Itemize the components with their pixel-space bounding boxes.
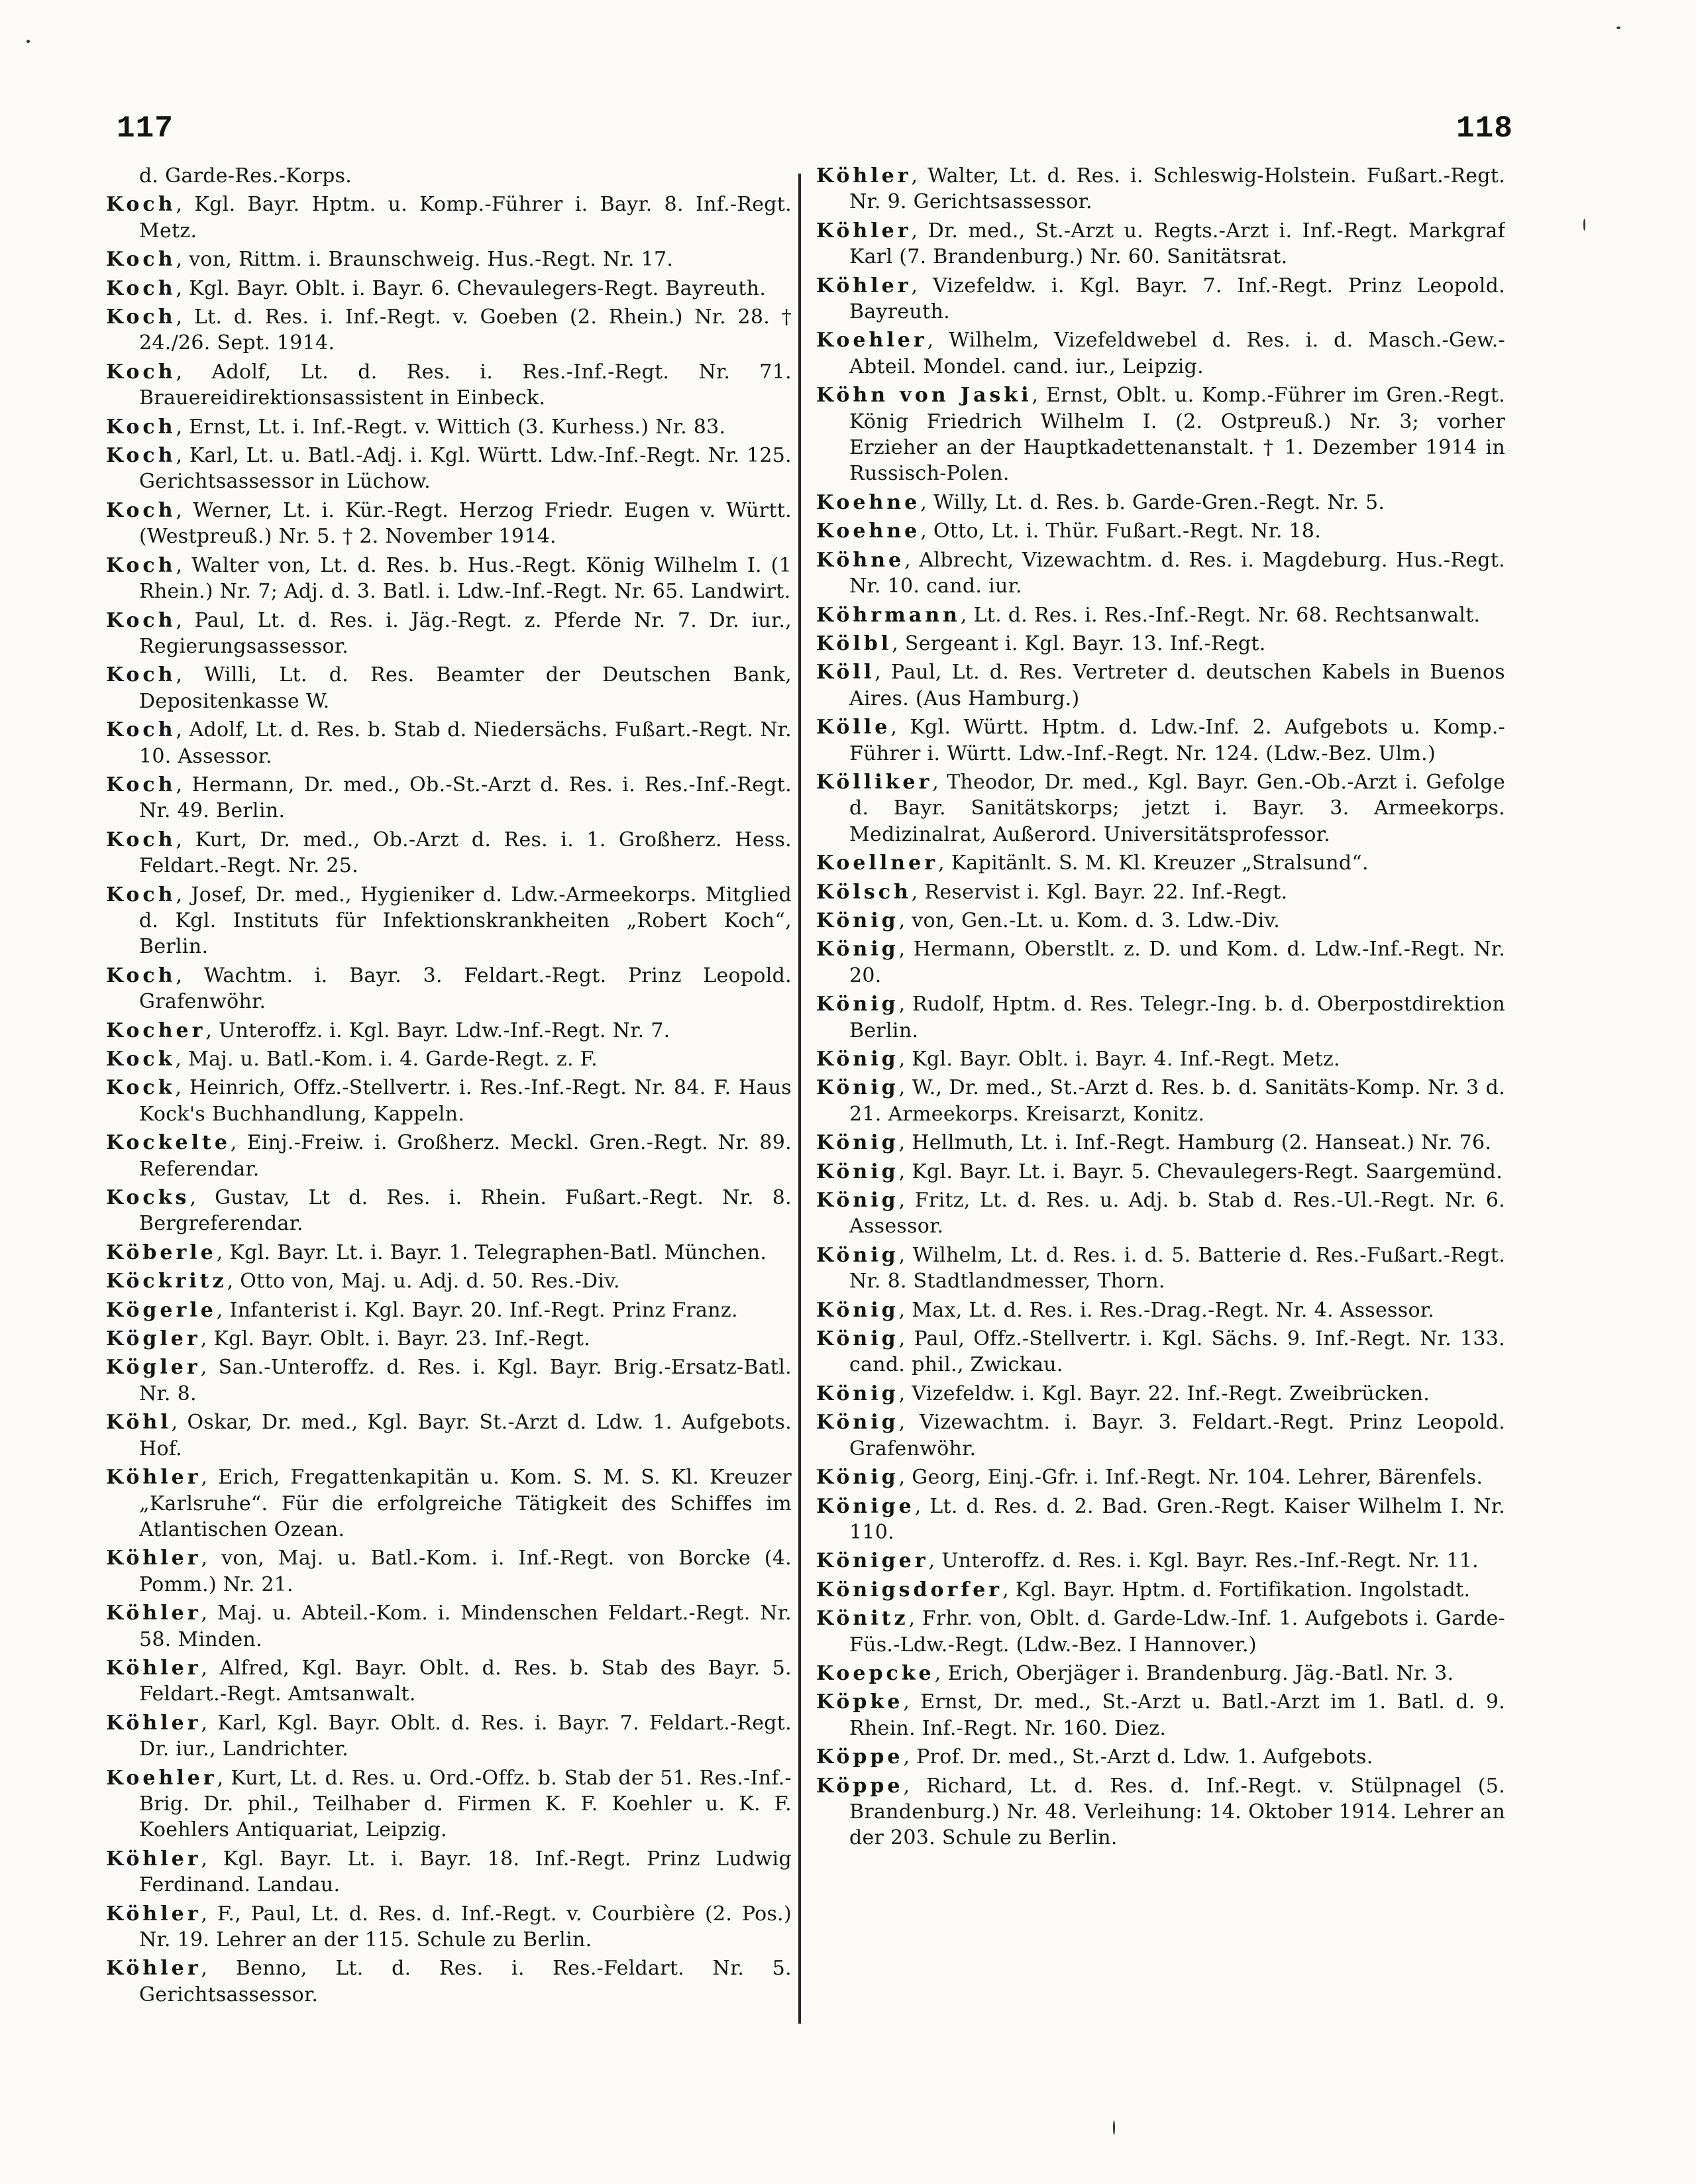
entry-surname: Köhler: [106, 1547, 201, 1570]
entry-surname: Koepcke: [816, 1661, 935, 1685]
entry-surname: Köhler: [106, 1847, 201, 1871]
entry-surname: Koch: [106, 963, 176, 987]
entry-text: , Richard, Lt. d. Res. d. Inf.-Regt. v. Stülpnagel (5. Brandenburg.) Nr. 48. Verleihung: 14. Oktober 1914. Lehrer an der 203. Schule zu Berlin.: [849, 1774, 1505, 1850]
entry-text: , Karl, Lt. u. Batl.-Adj. i. Kgl. Württ. Ldw.-Inf.-Regt. Nr. 125. Gerichtsassessor in Lüchow.: [139, 444, 792, 494]
entry-text: , Dr. med., St.-Arzt u. Regts.-Arzt i. Inf.-Regt. Markgraf Karl (7. Brandenburg.) Nr. 60. Sanitätsrat.: [849, 219, 1505, 269]
directory-entry: [816, 518, 1505, 544]
directory-entry: [816, 382, 1505, 487]
entry-surname: Köhler: [816, 219, 912, 243]
entry-surname: Köhler: [816, 274, 912, 298]
directory-entry: [816, 273, 1505, 325]
entry-surname: Kocks: [106, 1186, 190, 1210]
entry-text: , Einj.-Freiw. i. Großherz. Meckl. Gren.-Regt. Nr. 89. Referendar.: [139, 1131, 792, 1181]
entry-text: , Josef, Dr. med., Hygieniker d. Ldw.-Armeekorps. Mitglied d. Kgl. Instituts für Infektionskrankheiten „Robert Koch“, Berlin.: [139, 883, 792, 959]
scan-speck: [1583, 219, 1585, 231]
entry-surname: Königsdorfer: [816, 1578, 1003, 1602]
entry-surname: König: [816, 1327, 899, 1351]
entry-text: , Kapitänlt. S. M. Kl. Kreuzer „Stralsund“.: [938, 851, 1369, 875]
entry-surname: Kock: [106, 1048, 176, 1071]
directory-entry: [816, 1744, 1505, 1770]
entry-surname: Könitz: [816, 1607, 909, 1631]
entry-surname: Köberle: [106, 1240, 217, 1264]
entry-text: , San.-Unteroffz. d. Res. i. Kgl. Bayr. Brig.-Ersatz-Batl. Nr. 8.: [139, 1356, 792, 1405]
directory-entry: [816, 1242, 1505, 1295]
entry-text: , Ernst, Dr. med., St.-Arzt u. Batl.-Arzt im 1. Batl. d. 9. Rhein. Inf.-Regt. Nr. 160. Diez.: [849, 1690, 1505, 1740]
entry-surname: König: [816, 1466, 899, 1490]
entry-text: d. Garde-Res.-Korps.: [139, 164, 352, 188]
directory-entry: [106, 1464, 792, 1543]
directory-entry: [816, 659, 1505, 712]
entry-text: , Hermann, Oberstlt. z. D. und Kom. d. Ldw.-Inf.-Regt. Nr. 20.: [849, 938, 1505, 987]
entry-text: , Kgl. Bayr. Hptm. d. Fortifikation. Ingolstadt.: [1002, 1578, 1471, 1602]
entry-text: , Kgl. Bayr. Oblt. i. Bayr. 6. Chevaulegers-Regt. Bayreuth.: [176, 276, 767, 300]
entry-surname: Koehler: [106, 1766, 217, 1790]
directory-entry: [106, 772, 792, 824]
entry-text: , Vizefeldw. i. Kgl. Bayr. 22. Inf.-Regt. Zweibrücken.: [898, 1382, 1430, 1405]
entry-surname: Koch: [106, 248, 176, 272]
entry-surname: König: [816, 1243, 899, 1267]
entry-text: , Frhr. von, Oblt. d. Garde-Ldw.-Inf. 1. Aufgebots i. Garde-Füs.-Ldw.-Regt. (Ldw.-Bez. I Hannover.): [849, 1607, 1505, 1657]
directory-entry: [106, 359, 792, 411]
entry-text: , Lt. d. Res. d. 2. Bad. Gren.-Regt. Kaiser Wilhelm I. Nr. 110.: [849, 1494, 1505, 1544]
entry-surname: Kögler: [106, 1356, 201, 1380]
entry-text: , Adolf, Lt. d. Res. i. Res.-Inf.-Regt. Nr. 71. Brauereidirektionsassistent in Einbeck.: [139, 360, 792, 410]
entry-text: , W., Dr. med., St.-Arzt d. Res. b. d. Sanitäts-Komp. Nr. 3 d. 21. Armeekorps. Kreisarzt, Konitz.: [849, 1076, 1505, 1126]
directory-entry: [816, 908, 1505, 934]
directory-entry: [106, 1545, 792, 1598]
entry-surname: Kögler: [106, 1327, 201, 1351]
entry-text: , Erich, Oberjäger i. Brandenburg. Jäg.-Batl. Nr. 3.: [934, 1661, 1454, 1685]
entry-surname: Köhler: [106, 1957, 201, 1981]
page-number-left: 117: [117, 111, 174, 146]
entry-surname: Koch: [106, 305, 176, 329]
entry-surname: Koch: [106, 360, 176, 384]
entry-surname: Koch: [106, 553, 176, 577]
entry-text: , Kgl. Bayr. Oblt. i. Bayr. 23. Inf.-Regt.: [200, 1327, 591, 1351]
entry-text: , Kurt, Lt. d. Res. u. Ord.-Offz. b. Stab der 51. Res.-Inf.-Brig. Dr. phil., Teilhaber d. Firmen K. F. Koehler u. K. F. Koehlers Antiquariat, Leipzig.: [139, 1766, 792, 1842]
directory-entry: [816, 936, 1505, 989]
entry-text: , Prof. Dr. med., St.-Arzt d. Ldw. 1. Aufgebots.: [903, 1745, 1373, 1769]
directory-entry: [106, 1955, 792, 2008]
entry-text: , Wilhelm, Vizefeldwebel d. Res. i. d. Masch.-Gew.-Abteil. Mondel. cand. iur., Leipzig.: [849, 329, 1505, 378]
column-divider: [798, 174, 801, 2024]
entry-text: , Kgl. Bayr. Oblt. i. Bayr. 4. Inf.-Regt. Metz.: [898, 1048, 1340, 1071]
entry-surname: Koehne: [816, 490, 921, 514]
directory-entry: [816, 1548, 1505, 1574]
entry-surname: Koch: [106, 773, 176, 796]
entry-text: , Willy, Lt. d. Res. b. Garde-Gren.-Regt. Nr. 5.: [920, 490, 1385, 514]
directory-entry: [816, 1187, 1505, 1240]
entry-surname: König: [816, 1048, 899, 1071]
entry-surname: Koehler: [816, 329, 928, 353]
entry-surname: Koch: [106, 276, 176, 300]
directory-entry: [106, 1075, 792, 1127]
entry-text: , Hellmuth, Lt. i. Inf.-Regt. Hamburg (2. Hanseat.) Nr. 76.: [898, 1131, 1492, 1155]
entry-text: , Rudolf, Hptm. d. Res. Telegr.-Ing. b. d. Oberpostdirektion Berlin.: [849, 993, 1505, 1042]
directory-entry: [106, 191, 792, 244]
directory-entry: [106, 1765, 792, 1843]
directory-entry: [106, 1409, 792, 1462]
directory-entry: [816, 1606, 1505, 1658]
directory-entry: [816, 714, 1505, 767]
directory-entry: [106, 1046, 792, 1072]
entry-text: , Albrecht, Vizewachtm. d. Res. i. Magdeburg. Hus.-Regt. Nr. 10. cand. iur.: [849, 548, 1505, 598]
entry-surname: König: [816, 1382, 899, 1405]
directory-entry: [816, 631, 1505, 657]
entry-surname: König: [816, 1131, 899, 1155]
entry-text: , Otto von, Maj. u. Adj. d. 50. Res.-Div.: [227, 1270, 620, 1293]
entry-surname: Kölliker: [816, 770, 933, 794]
directory-entry: [816, 547, 1505, 600]
entry-text: , Oskar, Dr. med., Kgl. Bayr. St.-Arzt d. Ldw. 1. Aufgebots. Hof.: [139, 1411, 792, 1460]
directory-entry: [106, 498, 792, 550]
entry-surname: Kögerle: [106, 1298, 217, 1322]
directory-entry: [106, 414, 792, 440]
entry-surname: Kölsch: [816, 880, 912, 904]
directory-entry: [816, 1075, 1505, 1127]
directory-entry: [106, 1018, 792, 1044]
directory-entry: [106, 553, 792, 605]
directory-entry: [816, 327, 1505, 380]
entry-text: , Theodor, Dr. med., Kgl. Bayr. Gen.-Ob.-Arzt i. Gefolge d. Bayr. Sanitätskorps; jetzt i. Bayr. 3. Armeekorps. Medizinalrat, Außerord. Universitätsprofessor.: [849, 770, 1505, 846]
entry-surname: Koch: [106, 498, 176, 522]
entry-text: , Wilhelm, Lt. d. Res. i. d. 5. Batterie d. Res.-Fußart.-Regt. Nr. 8. Stadtlandmesser, Thorn.: [849, 1243, 1505, 1293]
directory-entry: [816, 1297, 1505, 1323]
directory-entry: [816, 602, 1505, 628]
scan-speck: [26, 40, 30, 43]
entry-surname: Koch: [106, 193, 176, 217]
entry-surname: Köpke: [816, 1690, 904, 1714]
directory-entry: [106, 608, 792, 660]
entry-surname: Koch: [106, 663, 176, 687]
entry-text: , Paul, Offz.-Stellvertr. i. Kgl. Sächs. 9. Inf.-Regt. Nr. 133. cand. phil., Zwickau.: [849, 1327, 1505, 1377]
entry-text: , Karl, Kgl. Bayr. Oblt. d. Res. i. Bayr. 7. Feldart.-Regt. Dr. iur., Landrichter.: [139, 1711, 792, 1761]
entry-text: , Wachtm. i. Bayr. 3. Feldart.-Regt. Prinz Leopold. Grafenwöhr.: [139, 963, 792, 1014]
entry-text: , Infanterist i. Kgl. Bayr. 20. Inf.-Regt. Prinz Franz.: [216, 1298, 738, 1322]
directory-entry: [106, 276, 792, 301]
directory-entry: [816, 1130, 1505, 1156]
left-column: [106, 163, 792, 2151]
entry-surname: Kölle: [816, 716, 891, 739]
entry-text: , Kgl. Bayr. Lt. i. Bayr. 5. Chevaulegers-Regt. Saargemünd.: [898, 1160, 1503, 1183]
entry-text: , Vizefeldw. i. Kgl. Bayr. 7. Inf.-Regt. Prinz Leopold. Bayreuth.: [849, 274, 1505, 324]
entry-text: , Paul, Lt. d. Res. i. Jäg.-Regt. z. Pferde Nr. 7. Dr. iur., Regierungsassessor.: [139, 608, 792, 658]
entry-text: , Max, Lt. d. Res. i. Res.-Drag.-Regt. Nr. 4. Assessor.: [898, 1298, 1434, 1322]
directory-entry: [816, 1689, 1505, 1741]
entry-text: , Georg, Einj.-Gfr. i. Inf.-Regt. Nr. 104. Lehrer, Bärenfels.: [898, 1466, 1483, 1490]
entry-surname: Koch: [106, 444, 176, 468]
directory-entry: [106, 1268, 792, 1294]
directory-entry: [106, 443, 792, 495]
entry-surname: Koch: [106, 883, 176, 906]
entry-surname: Königer: [816, 1549, 929, 1573]
entry-text: , Otto, Lt. i. Thür. Fußart.-Regt. Nr. 18.: [920, 519, 1322, 543]
entry-surname: König: [816, 1189, 899, 1213]
entry-surname: Köhrmann: [816, 603, 961, 627]
directory-entry: [106, 1354, 792, 1407]
directory-entry: [816, 1046, 1505, 1072]
directory-entry: [106, 963, 792, 1015]
directory-entry: [816, 991, 1505, 1044]
scan-speck: [1113, 2120, 1115, 2135]
right-column: [816, 163, 1505, 2151]
entry-surname: König: [816, 1160, 899, 1183]
entry-surname: Koch: [106, 828, 176, 851]
directory-entry: [106, 1185, 792, 1237]
entry-surname: Köhler: [106, 1711, 201, 1735]
entry-surname: König: [816, 993, 899, 1016]
entry-text: , von, Gen.-Lt. u. Kom. d. 3. Ldw.-Div.: [898, 908, 1281, 932]
directory-entry: [106, 1846, 792, 1898]
entry-text: , Maj. u. Batl.-Kom. i. 4. Garde-Regt. z. F.: [175, 1048, 598, 1071]
directory-entry: [816, 1381, 1505, 1407]
directory-entry: [106, 304, 792, 356]
entry-surname: Köll: [816, 661, 875, 684]
entry-text: , Sergeant i. Kgl. Bayr. 13. Inf.-Regt.: [892, 631, 1266, 655]
directory-entry: [816, 490, 1505, 516]
entry-text: , Alfred, Kgl. Bayr. Oblt. d. Res. b. Stab des Bayr. 5. Feldart.-Regt. Amtsanwalt.: [139, 1656, 792, 1706]
entry-surname: Koch: [106, 718, 176, 742]
directory-entry: [816, 769, 1505, 847]
entry-surname: Kocher: [106, 1018, 206, 1042]
directory-entry: [106, 1655, 792, 1708]
directory-entry: [106, 1297, 792, 1323]
entry-surname: Köhl: [106, 1411, 172, 1435]
entry-surname: Köhne: [816, 548, 905, 572]
entry-surname: Köppe: [816, 1774, 904, 1798]
directory-entry: [106, 1710, 792, 1763]
directory-entry: [106, 246, 792, 272]
directory-entry: [106, 662, 792, 714]
entry-surname: Köppe: [816, 1745, 904, 1769]
directory-entry: [816, 1409, 1505, 1462]
entry-text: , von, Rittm. i. Braunschweig. Hus.-Regt. Nr. 17.: [176, 248, 674, 272]
entry-text: , Fritz, Lt. d. Res. u. Adj. b. Stab d. Res.-Ul.-Regt. Nr. 6. Assessor.: [849, 1189, 1505, 1238]
entry-text: , Heinrich, Offz.-Stellvertr. i. Res.-Inf.-Regt. Nr. 84. F. Haus Kock's Buchhandlung, Kappeln.: [139, 1076, 792, 1126]
directory-entry: [816, 850, 1505, 876]
entry-text: , Benno, Lt. d. Res. i. Res.-Feldart. Nr. 5. Gerichtsassessor.: [139, 1957, 792, 2006]
entry-surname: Köhler: [106, 1466, 201, 1490]
entry-surname: Koch: [106, 415, 176, 439]
entry-text: , Ernst, Oblt. u. Komp.-Führer im Gren.-Regt. König Friedrich Wilhelm I. (2. Ostpreuß.) Nr. 3; vorher Erzieher an der Hauptkadettenanstalt. † 1. Dezember 1914 in Russisch-Polen.: [849, 384, 1505, 486]
directory-entry: [816, 1464, 1505, 1490]
directory-entry: [816, 1577, 1505, 1603]
directory-entry: [816, 1326, 1505, 1378]
entry-surname: Köhler: [106, 1602, 201, 1625]
entry-text: , Lt. d. Res. i. Inf.-Regt. v. Goeben (2. Rhein.) Nr. 28. † 24./26. Sept. 1914.: [139, 305, 792, 355]
entry-surname: König: [816, 1298, 899, 1322]
entry-surname: Köhler: [816, 164, 912, 188]
entry-surname: Koellner: [816, 851, 939, 875]
directory-entry: [816, 163, 1505, 215]
entry-surname: Kockelte: [106, 1131, 231, 1155]
entry-surname: Köckritz: [106, 1270, 227, 1293]
directory-entry: [106, 1240, 792, 1266]
directory-entry: [816, 1661, 1505, 1686]
entry-surname: Köhler: [106, 1902, 201, 1926]
directory-entry: [816, 1773, 1505, 1851]
entry-surname: König: [816, 1411, 899, 1435]
entry-text: , Hermann, Dr. med., Ob.-St.-Arzt d. Res. i. Res.-Inf.-Regt. Nr. 49. Berlin.: [139, 773, 792, 823]
directory-entry: [106, 1130, 792, 1182]
entry-text: , Unteroffz. i. Kgl. Bayr. Ldw.-Inf.-Regt. Nr. 7.: [205, 1018, 670, 1042]
directory-entry: [106, 827, 792, 879]
entry-text: , Werner, Lt. i. Kür.-Regt. Herzog Friedr. Eugen v. Württ. (Westpreuß.) Nr. 5. † 2. November 1914.: [139, 498, 792, 549]
entry-text: , Kgl. Bayr. Lt. i. Bayr. 1. Telegraphen-Batl. München.: [216, 1240, 767, 1264]
entry-surname: Kock: [106, 1076, 176, 1100]
directory-entry: [816, 1159, 1505, 1185]
entry-surname: Koch: [106, 608, 176, 632]
directory-entry: [106, 717, 792, 769]
entry-text: , Ernst, Lt. i. Inf.-Regt. v. Wittich (3. Kurhess.) Nr. 83.: [176, 415, 726, 439]
directory-entry: [816, 218, 1505, 270]
directory-entry: [106, 882, 792, 960]
entry-text: , Kgl. Bayr. Hptm. u. Komp.-Führer i. Bayr. 8. Inf.-Regt. Metz.: [139, 193, 792, 243]
entry-surname: Kölbl: [816, 631, 892, 655]
entry-text: , Vizewachtm. i. Bayr. 3. Feldart.-Regt. Prinz Leopold. Grafenwöhr.: [849, 1411, 1505, 1460]
entry-surname: Koehne: [816, 519, 921, 543]
directory-entry: [816, 879, 1505, 905]
entry-text: , Gustav, Lt d. Res. i. Rhein. Fußart.-Regt. Nr. 8. Bergreferendar.: [139, 1186, 792, 1236]
entry-surname: Köhler: [106, 1656, 201, 1680]
entry-text: , Unteroffz. d. Res. i. Kgl. Bayr. Res.-Inf.-Regt. Nr. 11.: [928, 1549, 1479, 1573]
entry-surname: Könige: [816, 1494, 915, 1518]
scan-speck: [1616, 27, 1620, 29]
directory-entry: [106, 1326, 792, 1352]
entry-text: , Maj. u. Abteil.-Kom. i. Mindenschen Feldart.-Regt. Nr. 58. Minden.: [139, 1602, 792, 1651]
entry-text: , von, Maj. u. Batl.-Kom. i. Inf.-Regt. von Borcke (4. Pomm.) Nr. 21.: [139, 1547, 792, 1596]
entry-surname: Köhn von Jaski: [816, 384, 1032, 408]
entry-surname: König: [816, 1076, 899, 1100]
page-number-right: 118: [1456, 111, 1513, 146]
directory-entry: [106, 1600, 792, 1653]
directory-entry: [106, 1901, 792, 1953]
entry-text: , F., Paul, Lt. d. Res. d. Inf.-Regt. v. Courbière (2. Pos.) Nr. 19. Lehrer an der 115. Schule zu Berlin.: [139, 1902, 792, 1951]
entry-text: , Walter von, Lt. d. Res. b. Hus.-Regt. König Wilhelm I. (1 Rhein.) Nr. 7; Adj. d. 3. Batl. i. Ldw.-Inf.-Regt. Nr. 65. Landwirt.: [139, 553, 792, 604]
entry-text: , Erich, Fregattenkapitän u. Kom. S. M. S. Kl. Kreuzer „Karlsruhe“. Für die erfolgreiche Tätigkeit des Schiffes im Atlantischen Ozean.: [139, 1466, 792, 1541]
entry-text: , Walter, Lt. d. Res. i. Schleswig-Holstein. Fußart.-Regt. Nr. 9. Gerichtsassessor.: [849, 164, 1505, 214]
entry-surname: König: [816, 938, 899, 961]
entry-text: , Kurt, Dr. med., Ob.-Arzt d. Res. i. 1. Großherz. Hess. Feldart.-Regt. Nr. 25.: [139, 828, 792, 878]
entry-text: , Adolf, Lt. d. Res. b. Stab d. Niedersächs. Fußart.-Regt. Nr. 10. Assessor.: [139, 718, 792, 768]
entry-text: , Kgl. Bayr. Lt. i. Bayr. 18. Inf.-Regt. Prinz Ludwig Ferdinand. Landau.: [139, 1847, 792, 1897]
entry-text: , Kgl. Württ. Hptm. d. Ldw.-Inf. 2. Aufgebots u. Komp.-Führer i. Württ. Ldw.-Inf.-Regt. Nr. 124. (Ldw.-Bez. Ulm.): [849, 716, 1505, 765]
directory-entry: [106, 163, 792, 189]
entry-text: , Paul, Lt. d. Res. Vertreter d. deutschen Kabels in Buenos Aires. (Aus Hamburg.): [849, 661, 1505, 710]
directory-entry: [816, 1494, 1505, 1546]
entry-text: , Reservist i. Kgl. Bayr. 22. Inf.-Regt.: [911, 880, 1288, 904]
entry-surname: König: [816, 908, 899, 932]
entry-text: , Willi, Lt. d. Res. Beamter der Deutschen Bank, Depositenkasse W.: [139, 663, 792, 713]
entry-text: , Lt. d. Res. i. Res.-Inf.-Regt. Nr. 68. Rechtsanwalt.: [960, 603, 1481, 627]
